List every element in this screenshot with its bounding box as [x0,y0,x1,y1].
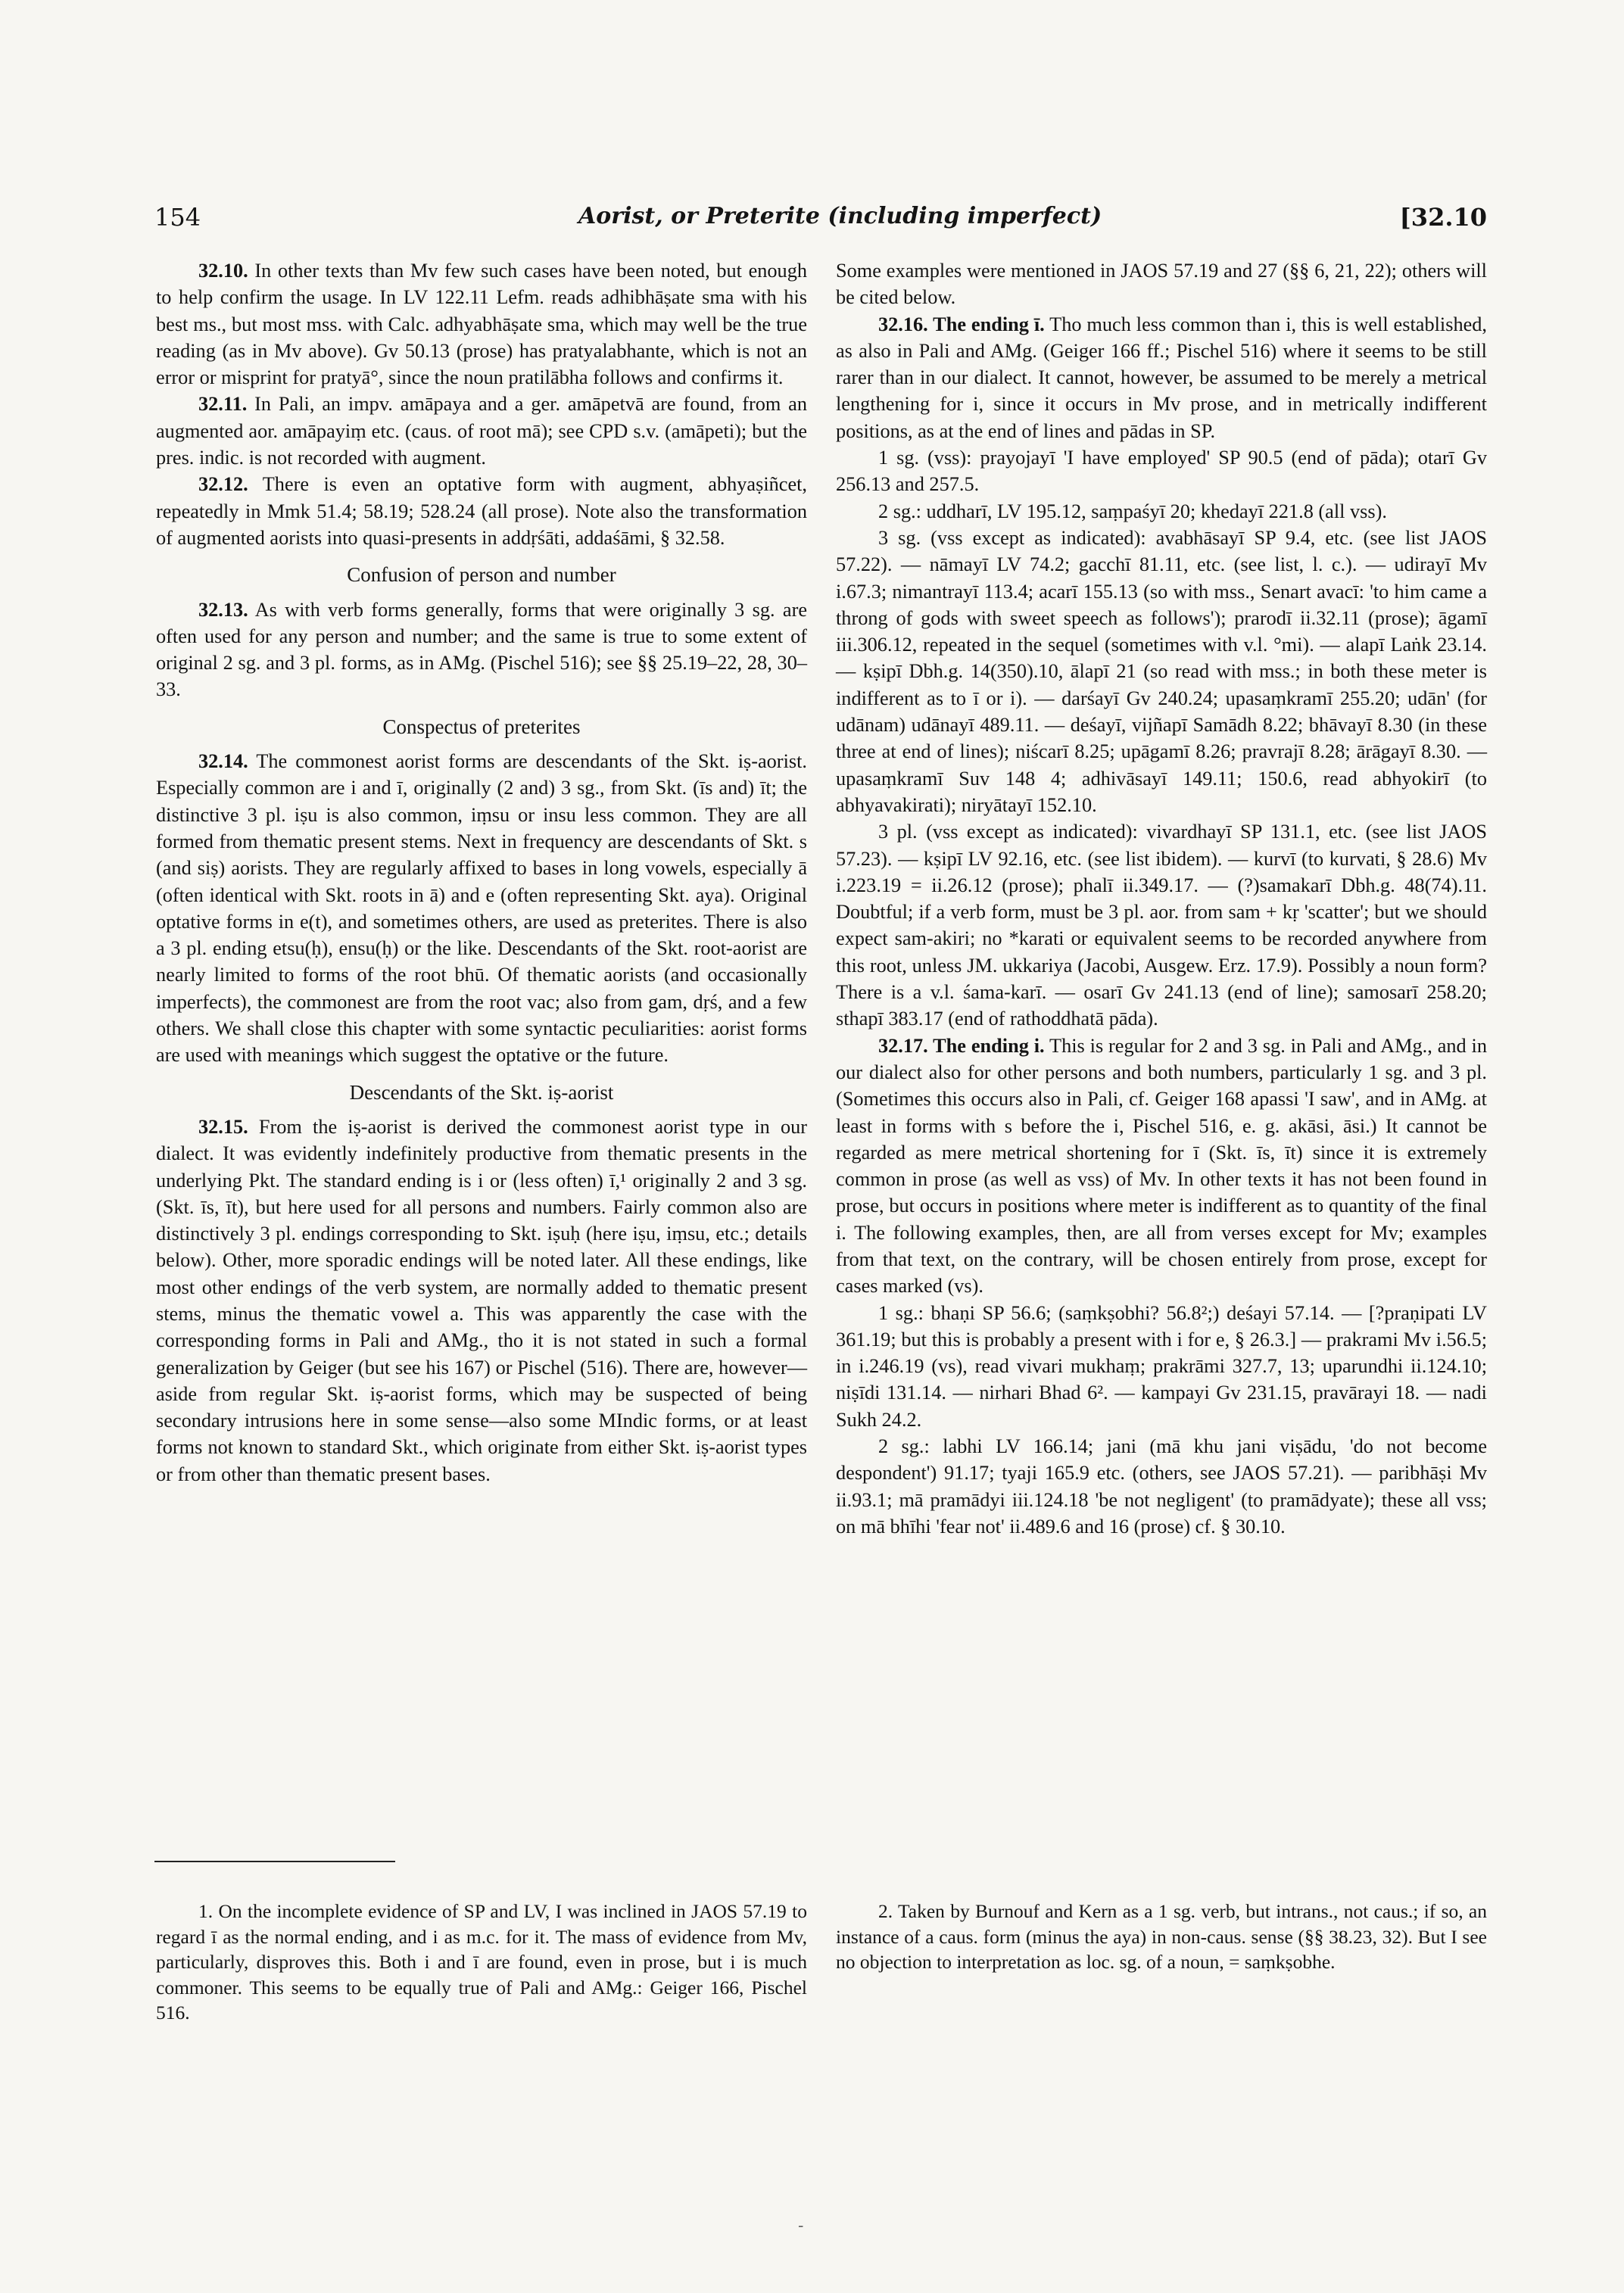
section-number: 32.15. [198,1115,248,1138]
paragraph-32-15 [156,1114,807,1488]
section-number: 32.16. The ending ī. [878,313,1045,335]
paragraph-text: From the iṣ-aorist is derived the commonest aorist type in our dialect. It was evidently indefinitely productive from thematic presents in the underlying Pkt. The standard ending is i or (less often) ī,¹ originally 2 and 3 sg. (Skt. īs, īt), but here used for all persons and numbers. Fairly common also are distinctively 3 pl. endings corresponding to Skt. iṣuḥ (here iṣu, iṃsu, etc.; details below). Other, more sporadic endings will be noted later. All these endings, like most other endings of the verb system, are normally added to thematic present stems, minus the thematic vowel a. This was apparently the case with the corresponding forms in Pali and AMg., tho it is not stated in such a formal generalization by Geiger (but see his 167) or Pischel (516). There are, however—aside from regular Skt. iṣ-aorist forms, which may be suspected of being secondary intrusions here in some sense—also some MIndic forms, or at least forms not known to standard Skt., which originate from either Skt. iṣ-aorist types or from other than thematic present bases. [156,1115,807,1485]
paragraph-3pl-long: 3 pl. (vss except as indicated): vivardhayī SP 131.1, etc. (see list JAOS 57.23). — kṣipī LV 92.16, etc. (see list ibidem). — kurvī (to kurvati, § 28.6) Mv i.223.19 = ii.26.12 (prose); phalī ii.349.17. — (?)samakarī Dbh.g. 48(74).11. Doubtful; if a verb form, must be 3 pl. aor. from sam + kṛ 'scatter'; but we should expect sam-akiri; no *karati or equivalent seems to be recorded anywhere from this root, unless JM. ukkariya (Jacobi, Ausgew. Erz. 17.9). Possibly a noun form? There is a v.l. śama-karī. — osarī Gv 241.13 (end of line); samosarī 258.20; sthapī 383.17 (end of rathoddhatā pāda). [836,821,1487,1030]
heading-descendants: Descendants of the Skt. iṣ-aorist [349,1080,614,1104]
section-number: 32.17. The ending i. [878,1034,1045,1057]
paragraph-text: In Pali, an impv. amāpaya and a ger. amāpetvā are found, from an augmented aor. amāpayiṃ etc. (caus. of root mā); see CPD s.v. (amāpeti); but the pres. indic. is not recorded with augment. [156,393,807,469]
footnote-text: 2. Taken by Burnouf and Kern as a 1 sg. verb, but intrans., not caus.; if so, an instance of a caus. form (minus the aya) in non-caus. sense (§§ 38.23, 32). But I see no objection to interpretation as loc. sg. of a noun, = saṃkṣobhe. [836,1900,1487,1973]
paragraph-32-14 [156,748,807,1069]
section-number: 32.13. [198,598,248,621]
running-title: Aorist, or Preterite (including imperfect) [578,203,1102,229]
paragraph-intro: Some examples were mentioned in JAOS 57.19 and 27 (§§ 6, 21, 22); others will be cited below. [836,260,1487,309]
running-header [154,203,1487,248]
paragraph-32-11 [156,391,807,471]
bottom-mark: - [798,2217,804,2235]
section-number: 32.12. [198,473,248,496]
paragraph-2sg-short: 2 sg.: labhi LV 166.14; jani (mā khu jani viṣādu, 'do not become despondent') 91.17; tyaji 165.9 etc. (others, see JAOS 57.21). — paribhāṣi Mv ii.93.1; mā pramādyi iii.124.18 'be not negligent' (to pramādyate); these all vss; on mā bhīhi 'fear not' ii.489.6 and 16 (prose) cf. § 30.10. [836,1435,1487,1537]
paragraph-32-10 [156,257,807,391]
heading-confusion: Confusion of person and number [347,563,616,587]
left-column [156,257,807,1488]
paragraph-text: In other texts than Mv few such cases have been noted, but enough to help confirm the usage. In LV 122.11 Lefm. reads adhibhāṣate sma with his best ms., but most mss. with Calc. adhyabhāṣate sma, which may well be the true reading (as in Mv above). Gv 50.13 (prose) has pratyalabhante, which is not an error or misprint for pratyā°, since the noun pratilābha follows and confirms it. [156,260,808,389]
paragraph-2sg-long: 2 sg.: uddharī, LV 195.12, saṃpaśyī 20; khedayī 221.8 (all vss). [878,500,1387,522]
right-column [836,257,1487,1540]
paragraph-1sg-short: 1 sg.: bhaṇi SP 56.6; (saṃkṣobhi? 56.8²;) deśayi 57.14. — [?praṇipati LV 361.19; but this is probably a present with i for e, § 26.3.] — prakrami Mv i.56.5; in i.246.19 (vs), read vivari mukhaṃ; prakrāmi 327.7, 13; uparundhi ii.124.10; niṣīdi 131.14. — nirhari Bhad 6². — kampayi Gv 231.15, pravārayi 18. — nadi Sukh 24.2. [836,1301,1487,1431]
section-reference: [32.10 [1399,203,1487,232]
paragraph-32-17 [836,1033,1487,1300]
paragraph-text: Tho much less common than i, this is well established, as also in Pali and AMg. (Geiger 166 ff.; Pischel 516) where it seems to be still rarer than in our dialect. It cannot, however, be assumed to be merely a metrical lengthening for i, since it occurs in Mv prose, and in metrically indifferent positions, as at the end of lines and pādas in SP. [836,313,1487,442]
section-number: 32.14. [198,750,248,773]
paragraph-text: As with verb forms generally, forms that were originally 3 sg. are often used for any person and number; and the same is true to some extent of original 2 sg. and 3 pl. forms, as in AMg. (Pischel 516); see §§ 25.19–22, 28, 30–33. [156,598,807,701]
page-number: 154 [154,203,201,232]
heading-conspectus: Conspectus of preterites [382,715,581,738]
section-number: 32.10. [198,260,248,282]
paragraph-1sg-long: 1 sg. (vss): prayojayī 'I have employed' SP 90.5 (end of pāda); otarī Gv 256.13 and 257.5. [836,447,1487,496]
paragraph-32-13 [156,597,807,703]
footnote-text: 1. On the incomplete evidence of SP and LV, I was inclined in JAOS 57.19 to regard ī as the normal ending, and i as m.c. for it. The mass of evidence from Mv, particularly, disproves this. Both i and ī are found, even in prose, but i is much commoner. This seems to be equally true of Pali and AMg.: Geiger 166, Pischel 516. [156,1900,807,2024]
footnote-rule [154,1861,395,1862]
paragraph-text: There is even an optative form with augment, abhyaṣiñcet, repeatedly in Mmk 51.4; 58.19; 528.24 (all prose). Note also the transformation of augmented aorists into quasi-presents in addṛśāti, addaśāmi, § 32.58. [156,473,808,549]
section-number: 32.11. [198,393,248,416]
paragraph-text: This is regular for 2 and 3 sg. in Pali and AMg., and in our dialect also for other persons and both numbers, particularly 1 sg. and 3 pl. (Sometimes this occurs also in Pali, cf. Geiger 168 apassi 'I saw', and in AMg. at least in forms with s before the i, Pischel 516, e. g. akāsi, āsi.) It cannot be regarded as mere metrical shortening for ī (Skt. īs, īt) since it is extremely common in prose (as well as vss) of Mv. In other texts it has not been found in prose, but occurs in positions where meter is indifferent as to quantity of the final i. The following examples, then, are all from verses except for Mv; examples from that text, on the contrary, will be chosen entirely from prose, except for cases marked (vs). [836,1034,1487,1298]
paragraph-3sg-long: 3 sg. (vss except as indicated): avabhāsayī SP 9.4, etc. (see list JAOS 57.22). — nāmayī LV 74.2; gacchī 81.11, etc. (see list, l. c.). — udirayī Mv i.67.3; nimantrayī 113.4; acarī 155.13 (so with mss., Senart avacī: 'to him came a throng of gods with sweet speech as follows'); prarodī ii.32.11 (prose); āgamī iii.306.12, repeated in the sequel (sometimes with v.l. °mi). — alapī Laṅk 23.14. — kṣipī Dbh.g. 14(350).10, ālapī 21 (so read with mss.; in both these meter is indifferent as to ī or i). — darśayī Gv 240.24; upasaṃkramī 255.20; udān' (for udānam) udānayī 489.11. — deśayī, vijñapī Samādh 8.22; bhāvayī 8.30 (in these three at end of lines); niścarī 8.25; upāgamī 8.26; pravrajī 8.28; ārāgayī 8.30. — upasaṃkramī Suv 148 4; adhivāsayī 149.11; 150.6, read abhyokirī (to abhyavakirati); niryātayī 152.10. [836,526,1487,816]
paragraph-32-12 [156,471,807,551]
footnote-1 [156,1899,807,2026]
paragraph-32-16 [836,311,1487,444]
footnote-2 [836,1899,1487,1975]
paragraph-text: The commonest aorist forms are descendants of the Skt. iṣ-aorist. Especially common are i and ī, originally (2 and) 3 sg., from Skt. (īs and) īt; the distinctive 3 pl. iṣu is also common, iṃsu or insu less common. They are all formed from thematic present stems. Next in frequency are descendants of Skt. s (and siṣ) aorists. They are regularly affixed to bases in long vowels, especially ā (often identical with Skt. roots in ā) and e (often representing Skt. aya). Original optative forms in e(t), and sometimes others, are used as preterites. There is also a 3 pl. ending etsu(ḥ), ensu(ḥ) or the like. Descendants of the Skt. root-aorist are nearly limited to forms of the root bhū. Of thematic aorists (and occasionally imperfects), the commonest are from the root vac; also from gam, dṛś, and a few others. We shall close this chapter with some syntactic peculiarities: aorist forms are used with meanings which suggest the optative or the future. [156,750,807,1067]
